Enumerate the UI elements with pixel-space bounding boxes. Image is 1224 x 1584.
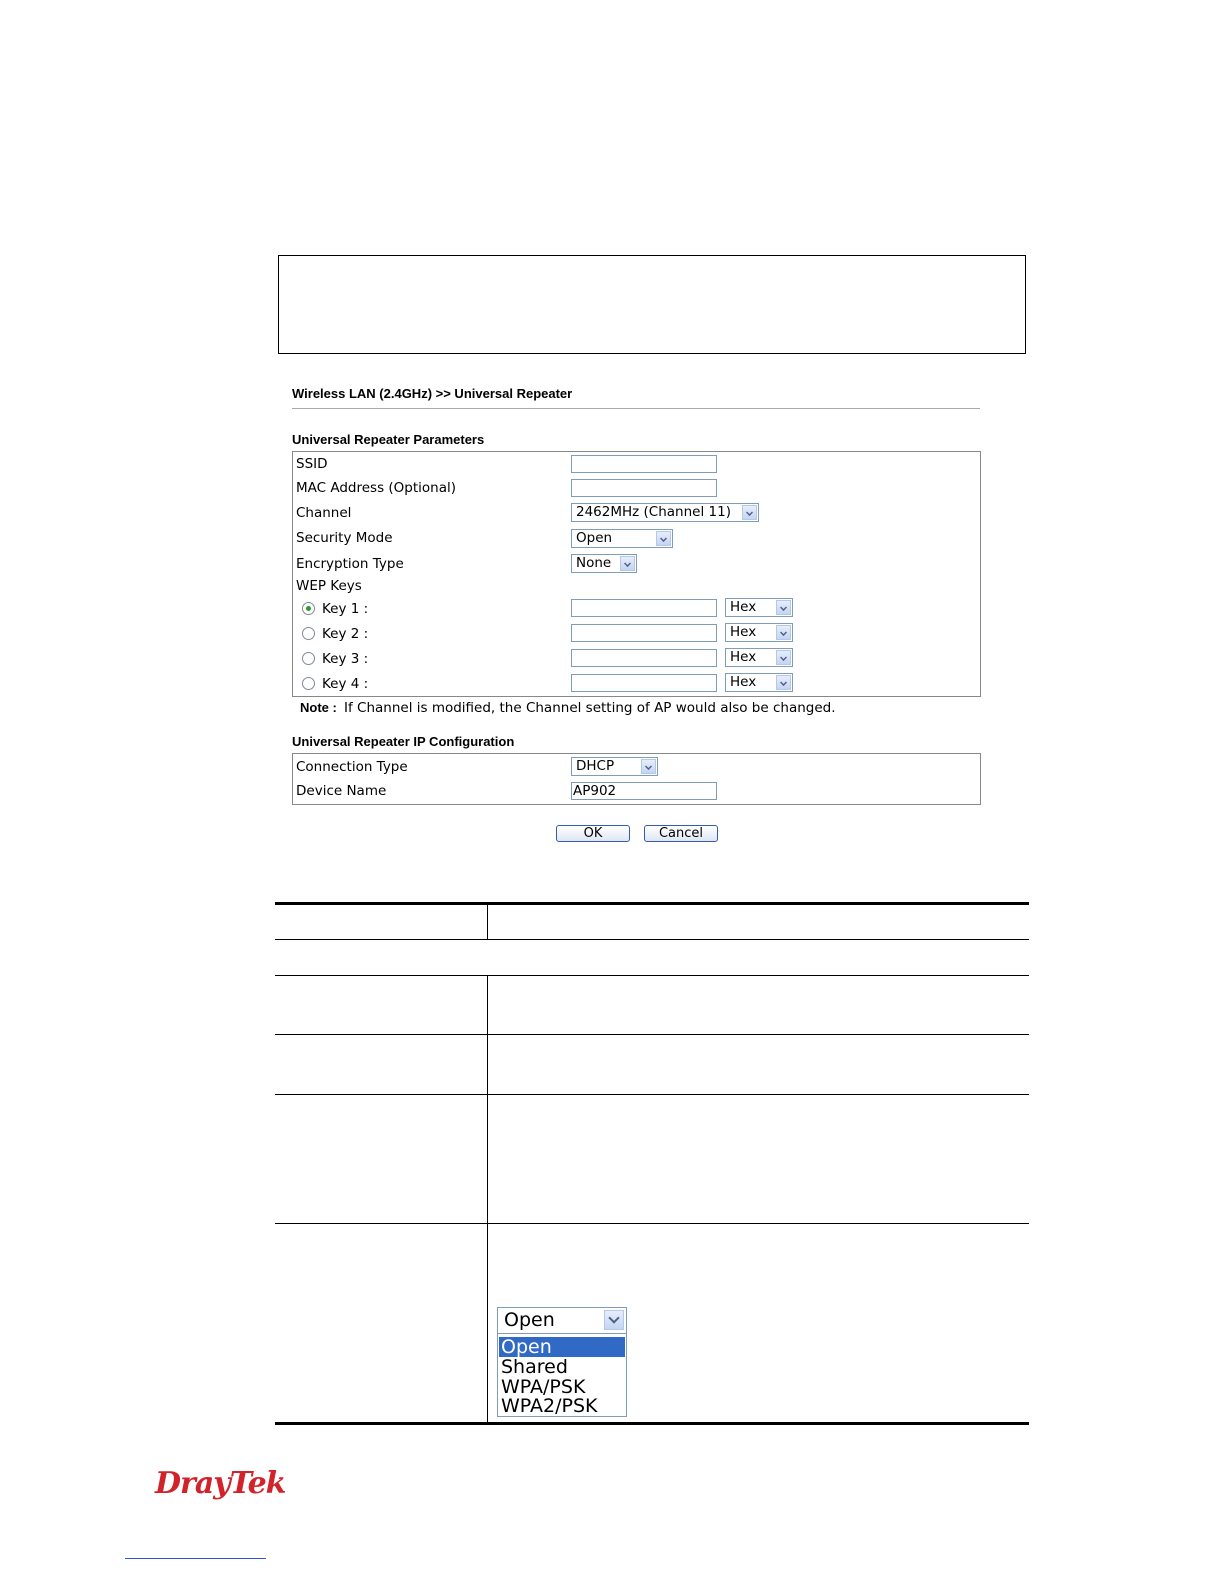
security-label: Security Mode xyxy=(296,530,393,546)
table-column-divider xyxy=(487,904,488,939)
ssid-label: SSID xyxy=(296,456,328,472)
dropdown-option-shared[interactable]: Shared xyxy=(501,1356,568,1378)
device-name-label: Device Name xyxy=(296,783,387,799)
key1-format-value: Hex xyxy=(730,599,757,615)
table-bottom-rule xyxy=(275,1422,1029,1425)
chevron-down-icon xyxy=(742,505,757,520)
table-row-rule xyxy=(275,1223,1029,1224)
table-row-rule xyxy=(275,975,1029,976)
security-mode-dropdown-head[interactable] xyxy=(498,1308,626,1334)
channel-select[interactable] xyxy=(571,503,759,522)
note-box xyxy=(278,255,1026,354)
channel-label: Channel xyxy=(296,505,352,521)
title-divider xyxy=(292,408,980,409)
dropdown-option-open[interactable]: Open xyxy=(499,1337,625,1357)
connection-type-value: DHCP xyxy=(576,758,615,774)
table-top-rule xyxy=(275,902,1029,905)
note-text: If Channel is modified, the Channel setting of AP would also be changed. xyxy=(344,700,836,716)
note-label: Note : xyxy=(300,700,337,715)
chevron-down-icon xyxy=(620,556,635,571)
key2-radio[interactable] xyxy=(302,627,315,640)
key1-radio[interactable] xyxy=(302,602,315,615)
connection-type-label: Connection Type xyxy=(296,759,408,775)
mac-label: MAC Address (Optional) xyxy=(296,480,457,496)
chevron-down-icon xyxy=(656,531,671,546)
security-select[interactable] xyxy=(571,529,673,548)
key4-format-select[interactable] xyxy=(725,673,793,692)
footer-link-rule xyxy=(125,1558,266,1559)
key1-label: Key 1 : xyxy=(322,601,369,617)
channel-select-value: 2462MHz (Channel 11) xyxy=(576,504,731,520)
table-header-rule xyxy=(275,939,1029,940)
key1-format-select[interactable] xyxy=(725,598,793,617)
ip-section-title: Universal Repeater IP Configuration xyxy=(292,734,515,749)
key4-label: Key 4 : xyxy=(322,676,369,692)
security-select-value: Open xyxy=(576,530,613,546)
mac-input[interactable] xyxy=(571,479,717,497)
table-row-rule xyxy=(275,1094,1029,1095)
key1-input[interactable] xyxy=(571,599,717,617)
key3-label: Key 3 : xyxy=(322,651,369,667)
ssid-input[interactable] xyxy=(571,455,717,473)
wep-keys-label: WEP Keys xyxy=(296,578,362,594)
encryption-select-value: None xyxy=(576,555,612,571)
chevron-down-icon xyxy=(776,625,791,640)
table-column-divider xyxy=(487,975,488,1423)
dropdown-option-wpa-psk[interactable]: WPA/PSK xyxy=(501,1376,586,1398)
key2-input[interactable] xyxy=(571,624,717,642)
key4-input[interactable] xyxy=(571,674,717,692)
security-mode-dropdown-value: Open xyxy=(504,1309,555,1331)
connection-type-select[interactable] xyxy=(571,757,658,776)
table-row-rule xyxy=(275,1034,1029,1035)
draytek-logo: DrayTek xyxy=(155,1466,286,1501)
key4-radio[interactable] xyxy=(302,677,315,690)
key2-format-select[interactable] xyxy=(725,623,793,642)
key4-format-value: Hex xyxy=(730,674,757,690)
key2-label: Key 2 : xyxy=(322,626,369,642)
cancel-button[interactable]: Cancel xyxy=(644,825,718,842)
ok-button[interactable]: OK xyxy=(556,825,630,842)
encryption-select[interactable] xyxy=(571,554,637,573)
breadcrumb: Wireless LAN (2.4GHz) >> Universal Repeater xyxy=(292,386,573,401)
chevron-down-icon xyxy=(776,650,791,665)
device-name-input[interactable]: AP902 xyxy=(571,782,717,800)
key3-format-value: Hex xyxy=(730,649,757,665)
params-section-title: Universal Repeater Parameters xyxy=(292,432,485,447)
encryption-label: Encryption Type xyxy=(296,556,404,572)
security-mode-dropdown[interactable] xyxy=(497,1307,627,1417)
key3-input[interactable] xyxy=(571,649,717,667)
chevron-down-icon xyxy=(641,759,656,774)
key2-format-value: Hex xyxy=(730,624,757,640)
key3-format-select[interactable] xyxy=(725,648,793,667)
key3-radio[interactable] xyxy=(302,652,315,665)
chevron-down-icon xyxy=(776,600,791,615)
dropdown-option-wpa2-psk[interactable]: WPA2/PSK xyxy=(501,1395,598,1417)
chevron-down-icon xyxy=(604,1310,624,1330)
chevron-down-icon xyxy=(776,675,791,690)
